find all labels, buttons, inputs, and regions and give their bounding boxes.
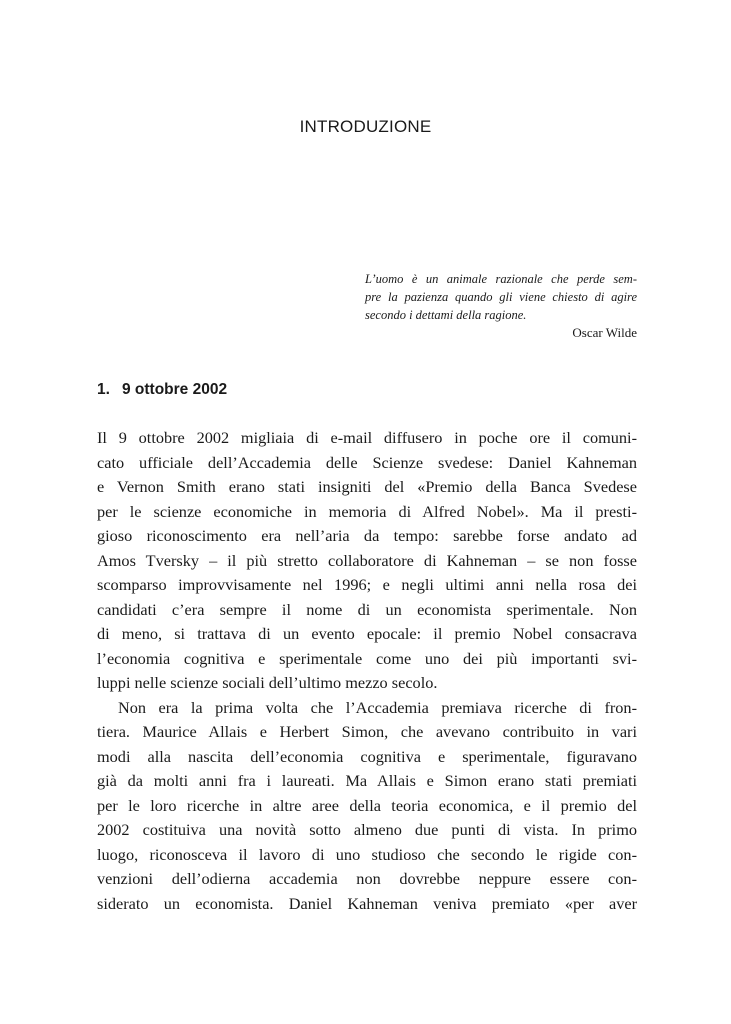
text-line: per le scienze economiche in memoria di Alfred Nobel». Ma il presti- bbox=[97, 501, 637, 521]
body-text bbox=[97, 426, 637, 916]
text-line: Il 9 ottobre 2002 migliaia di e-mail diffusero in poche ore il comuni- bbox=[97, 428, 637, 447]
text-line: candidati c’era sempre il nome di un economista sperimentale. Non bbox=[97, 599, 637, 619]
epigraph-line: secondo i dettami della ragione. bbox=[365, 308, 527, 322]
text-line: venzioni dell’odierna accademia non dovrebbe neppure essere con- bbox=[97, 869, 637, 888]
text-line: per le loro ricerche in altre aree della teoria economica, e il premio del bbox=[97, 795, 637, 815]
text-line: Non era la prima volta che l’Accademia premiava ricerche di fron- bbox=[118, 697, 637, 717]
chapter-title bbox=[0, 117, 731, 137]
text-line: l’economia cognitiva e sperimentale come uno dei più importanti svi- bbox=[97, 648, 637, 668]
text-line: siderato un economista. Daniel Kahneman veniva premiato «per aver bbox=[97, 893, 637, 913]
section-number: 1. bbox=[97, 381, 110, 398]
text-line: luppi nelle scienze sociali dell’ultimo mezzo secolo. bbox=[97, 673, 438, 692]
chapter-title-text: INTRODUZIONE bbox=[299, 117, 432, 136]
section-title: 9 ottobre 2002 bbox=[122, 381, 228, 398]
text-line: scomparso improvvisamente nel 1996; e negli ultimi anni nella rosa dei bbox=[97, 575, 637, 594]
text-line: gioso riconoscimento era nell’aria da tempo: sarebbe forse andato ad bbox=[97, 526, 637, 545]
text-line: cato ufficiale dell’Accademia delle Scienze svedese: Daniel Kahneman bbox=[97, 452, 637, 472]
text-line: e Vernon Smith erano stati insigniti del «Premio della Banca Svedese bbox=[97, 477, 637, 496]
epigraph-author: Oscar Wilde bbox=[572, 325, 637, 340]
text-line: Amos Tversky – il più stretto collaboratore di Kahneman – se non fosse bbox=[97, 550, 637, 570]
epigraph-line: L’uomo è un animale razionale che perde sem- bbox=[365, 272, 637, 286]
text-line: luogo, riconosceva il lavoro di uno studioso che secondo le rigide con- bbox=[97, 844, 637, 864]
text-line: tiera. Maurice Allais e Herbert Simon, che avevano contribuito in vari bbox=[97, 722, 637, 741]
section-heading bbox=[97, 381, 227, 399]
text-line: 2002 costituiva una novità sotto almeno due punti di vista. In primo bbox=[97, 820, 637, 839]
text-line: modi alla nascita dell’economia cognitiva e sperimentale, figuravano bbox=[97, 746, 637, 766]
text-line: già da molti anni fra i laureati. Ma Allais e Simon erano stati premiati bbox=[97, 771, 637, 790]
text-line: di meno, si trattava di un evento epocale: il premio Nobel consacrava bbox=[97, 624, 637, 643]
epigraph-line: pre la pazienza quando gli viene chiesto di agire bbox=[365, 290, 637, 304]
paragraph bbox=[97, 696, 637, 917]
epigraph bbox=[365, 270, 637, 342]
paragraph bbox=[97, 426, 637, 696]
